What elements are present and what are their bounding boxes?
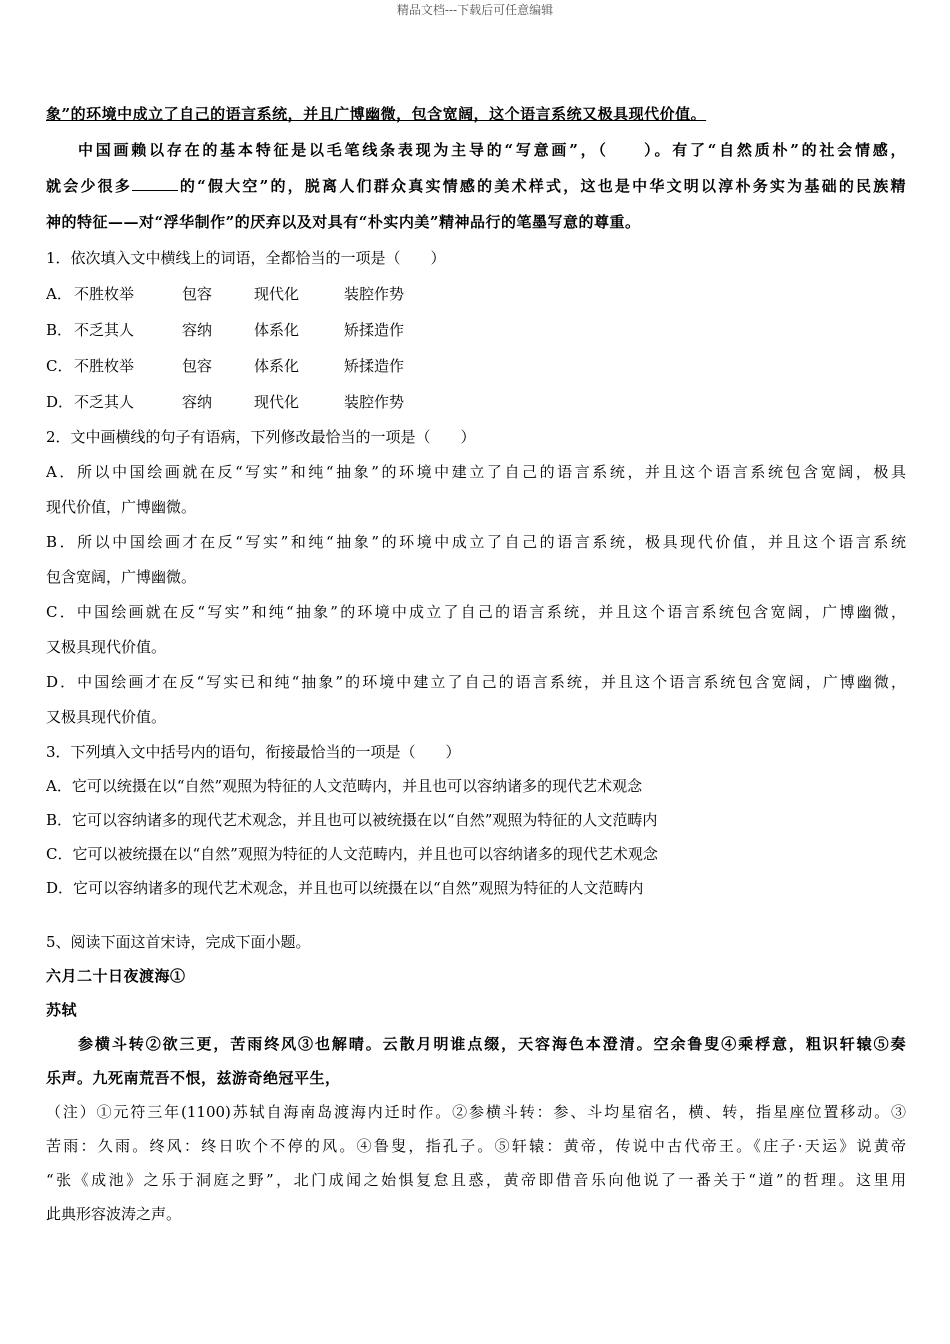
question-3-stem: 3．下列填入文中括号内的语句，衔接最恰当的一项是（ ） <box>46 743 461 761</box>
question-2-option-a-cont: 现代价值，广博幽微。 <box>46 498 197 516</box>
question-2-option-a: A．所以中国绘画就在反“写实”和纯“抽象”的环境中建立了自己的语言系统，并且这个语言系统包含宽阔，极具 <box>46 463 906 481</box>
question-1-option-a: A． 不胜枚举 包容 现代化 装腔作势 <box>46 285 405 303</box>
question-1-option-c: C． 不胜枚举 包容 体系化 矫揉造作 <box>46 357 405 375</box>
question-1-option-d: D．不乏其人 容纳 现代化 装腔作势 <box>46 393 405 411</box>
question-2-option-b: B．所以中国绘画才在反“写实”和纯“抽象”的环境中成立了自己的语言系统，极具现代价值，并且这个语言系统 <box>46 533 906 551</box>
question-1-option-b: B． 不乏其人 容纳 体系化 矫揉造作 <box>46 321 405 339</box>
underlined-text: 象”的环境中成立了自己的语言系统，并且广博幽微，包含宽阔，这个语言系统又极具现代价值。 <box>46 105 707 123</box>
question-2-option-d: D．中国绘画才在反“写实已和纯“抽象”的环境中建立了自己的语言系统，并且这个语言系统包含宽阔，广博幽微， <box>46 673 906 691</box>
question-3-option-a: A．它可以统摄在以“自然”观照为特征的人文范畴内，并且也可以容纳诸多的现代艺术观念 <box>46 777 643 795</box>
question-1-stem: 1．依次填入文中横线上的词语，全都恰当的一项是（ ） <box>46 249 446 267</box>
passage-line: 神的特征——对“浮华制作”的厌弃以及对具有“朴实内美”精神品行的笔墨写意的尊重。 <box>46 213 641 231</box>
question-5-stem: 5、阅读下面这首宋诗，完成下面小题。 <box>46 933 311 951</box>
question-2-stem: 2．文中画横线的句子有语病，下列修改最恰当的一项是（ ） <box>46 428 476 446</box>
question-2-option-c: C．中国绘画就在反“写实”和纯“抽象”的环境中成立了自己的语言系统，并且这个语言系统包含宽阔，广博幽微， <box>46 603 906 621</box>
passage-line <box>46 168 906 204</box>
underlined-sentence-end <box>46 96 906 132</box>
question-2-option-b-cont: 包含宽阔，广博幽微。 <box>46 568 197 586</box>
passage-text: 的“假大空”的，脱离人们群众真实情感的美术样式，这也是中华文明以淳朴务实为基础的民族精 <box>178 177 906 195</box>
poem-line: 参横斗转②欲三更，苦雨终风③也解晴。云散月明谁点缀，天容海色本澄清。空余鲁叟④乘桴意，粗识轩辕⑤奏 <box>78 1035 906 1053</box>
poem-note: “张《成池》之乐于洞庭之野”，北门成闻之始惧复怠且惑，黄帝即借音乐向他说了一番关于“道”的哲理。这里用 <box>46 1171 906 1189</box>
passage-line: 中国画赖以存在的基本特征是以毛笔线条表现为主导的“写意画”，（ ）。有了“自然质朴”的社会情感， <box>78 141 906 159</box>
poem-line: 乐声。九死南荒吾不恨，兹游奇绝冠平生， <box>46 1069 341 1087</box>
passage-text: 就会少很多 <box>46 177 133 195</box>
poem-author: 苏轼 <box>46 1001 78 1019</box>
poem-note: （注）①元符三年(1100)苏轼自海南岛渡海内迁时作。②参横斗转：参、斗均星宿名，横、转，指星座位置移动。③ <box>46 1103 906 1121</box>
poem-title: 六月二十日夜渡海① <box>46 967 186 985</box>
question-3-option-d: D．它可以容纳诸多的现代艺术观念，并且也可以统摄在以“自然”观照为特征的人文范畴内 <box>46 879 644 897</box>
question-3-option-b: B．它可以容纳诸多的现代艺术观念，并且也可以被统摄在以“自然”观照为特征的人文范畴内 <box>46 811 658 829</box>
question-2-option-c-cont: 又极具现代价值。 <box>46 638 167 656</box>
page-header: 精品文档---下载后可任意编辑 <box>396 3 554 17</box>
document-page <box>46 96 906 1231</box>
question-2-option-d-cont: 又极具现代价值。 <box>46 708 167 726</box>
fill-blank <box>132 172 178 191</box>
poem-note: 此典形容波涛之声。 <box>46 1205 182 1223</box>
poem-note: 苦雨：久雨。终风：终日吹个不停的风。④鲁叟，指孔子。⑤轩辕：黄帝，传说中古代帝王。《庄子·天运》说黄帝 <box>46 1137 906 1155</box>
spacer <box>46 905 906 925</box>
question-3-option-c: C．它可以被统摄在以“自然”观照为特征的人文范畴内，并且也可以容纳诸多的现代艺术观念 <box>46 845 658 863</box>
